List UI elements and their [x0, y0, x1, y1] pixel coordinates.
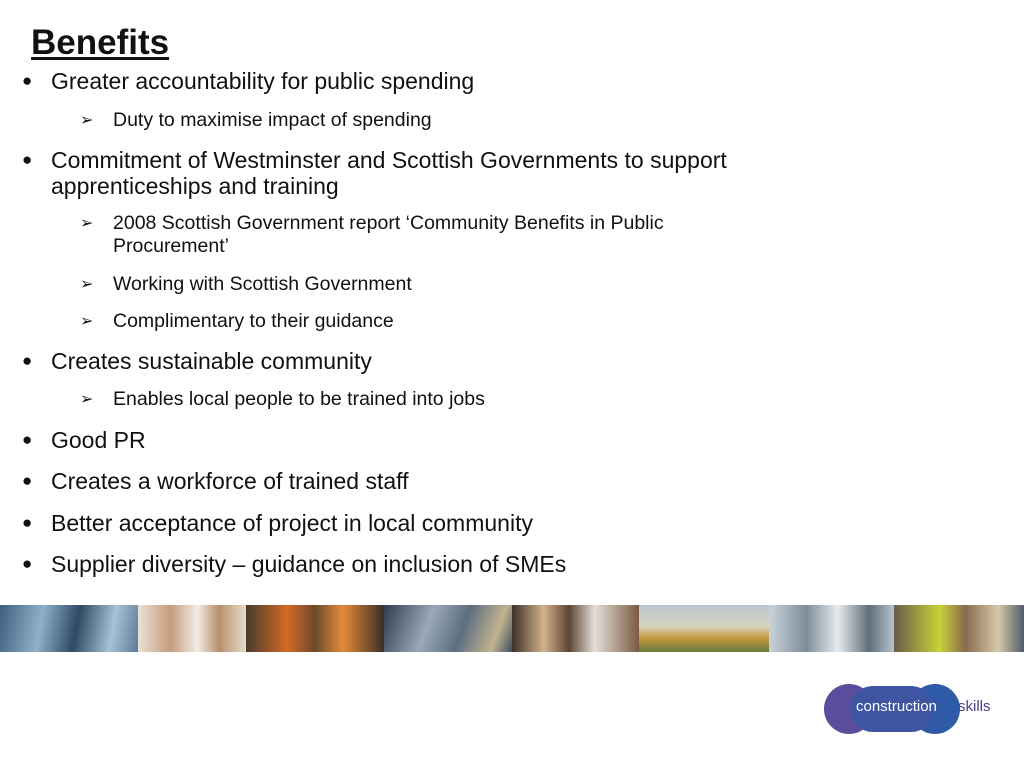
sub-bullet-item: ➢ Complimentary to their guidance	[80, 310, 394, 332]
bullet-item: ● Better acceptance of project in local community	[22, 510, 533, 536]
photo-spiral-stairs	[769, 605, 894, 652]
photo-glass-building	[0, 605, 138, 652]
bullet-dot-icon: ●	[22, 430, 33, 449]
photo-construction-workers	[246, 605, 384, 652]
photo-worker-hivis	[894, 605, 1024, 652]
bullet-item: ● Good PR	[22, 427, 146, 453]
bullet-dot-icon: ●	[22, 71, 33, 90]
bullet-item: ● Greater accountability for public spending	[22, 68, 475, 94]
photo-glass-dome	[384, 605, 512, 652]
bullet-item: ● Commitment of Westminster and Scottish Governments to support apprenticeships and training	[22, 147, 727, 199]
bullet-dot-icon: ●	[22, 513, 33, 532]
constructionskills-logo	[822, 684, 1002, 736]
photo-strip	[0, 605, 1024, 652]
sub-bullet-item: ➢ Working with Scottish Government	[80, 273, 412, 295]
photo-site-workers	[639, 605, 769, 652]
photo-office-meeting	[512, 605, 639, 652]
bullet-dot-icon: ●	[22, 150, 33, 169]
bullet-dot-icon: ●	[22, 554, 33, 573]
bullet-item: ● Supplier diversity – guidance on inclusion of SMEs	[22, 551, 567, 577]
logo-word-construction: construction	[856, 698, 937, 715]
arrow-bullet-icon: ➢	[80, 215, 94, 232]
logo-word-skills: skills	[958, 698, 991, 715]
arrow-bullet-icon: ➢	[80, 276, 94, 293]
arrow-bullet-icon: ➢	[80, 112, 94, 129]
bullet-item: ● Creates sustainable community	[22, 348, 372, 374]
bullet-dot-icon: ●	[22, 471, 33, 490]
photo-young-people	[138, 605, 246, 652]
sub-bullet-item: ➢ 2008 Scottish Government report ‘Community Benefits in Public Procurement’	[80, 212, 664, 257]
sub-bullet-item: ➢ Enables local people to be trained into jobs	[80, 388, 485, 410]
bullet-dot-icon: ●	[22, 351, 33, 370]
bullet-item: ● Creates a workforce of trained staff	[22, 468, 409, 494]
page-title: Benefits	[31, 23, 170, 62]
sub-bullet-item: ➢ Duty to maximise impact of spending	[80, 109, 432, 131]
arrow-bullet-icon: ➢	[80, 313, 94, 330]
arrow-bullet-icon: ➢	[80, 391, 94, 408]
